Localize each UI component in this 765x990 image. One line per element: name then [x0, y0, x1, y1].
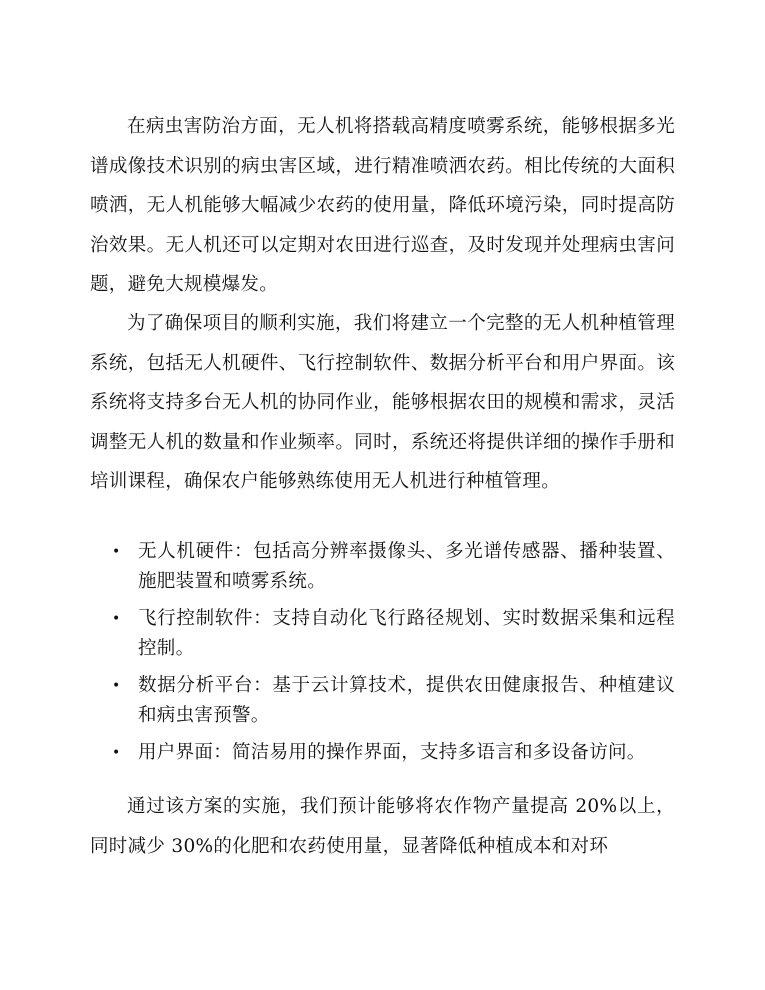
paragraph-management-system: 为了确保项目的顺利实施，我们将建立一个完整的无人机种植管理系统，包括无人机硬件、飞行控制软件、数据分析平台和用户界面。该系统将支持多台无人机的协同作业，能够根据农田的规模和需求，灵活调整无人机的数量和作业频率。同时，系统还将提供详细的操作手册和培训课程，确保农户能够熟练使用无人机进行种植管理。 — [90, 313, 675, 492]
system-components-list — [112, 537, 675, 775]
list-item — [112, 738, 675, 768]
list-item — [112, 604, 675, 664]
list-item — [112, 537, 675, 597]
list-item-text: 用户界面：简洁易用的操作界面，支持多语言和多设备访问。 — [138, 742, 646, 763]
paragraph-expected-results: 通过该方案的实施，我们预计能够将农作物产量提高 20%以上，同时减少 30%的化肥和农药使用量，显著降低种植成本和对环 — [90, 796, 675, 857]
bullet-icon: • — [112, 544, 121, 560]
bullet-icon: • — [112, 611, 121, 627]
bullet-icon: • — [112, 745, 121, 761]
bullet-icon: • — [112, 678, 121, 694]
list-item — [112, 671, 675, 731]
list-item-text: 无人机硬件：包括高分辨率摄像头、多光谱传感器、播种装置、施肥装置和喷雾系统。 — [138, 541, 675, 592]
list-item-text: 飞行控制软件：支持自动化飞行路径规划、实时数据采集和远程控制。 — [138, 608, 675, 659]
list-item-text: 数据分析平台：基于云计算技术，提供农田健康报告、种植建议和病虫害预警。 — [138, 675, 675, 726]
paragraph-pest-control: 在病虫害防治方面，无人机将搭载高精度喷雾系统，能够根据多光谱成像技术识别的病虫害区域，进行精准喷洒农药。相比传统的大面积喷洒，无人机能够大幅减少农药的使用量，降低环境污染，同时提高防治效果。无人机还可以定期对农田进行巡查，及时发现并处理病虫害问题，避免大规模爆发。 — [90, 116, 675, 295]
